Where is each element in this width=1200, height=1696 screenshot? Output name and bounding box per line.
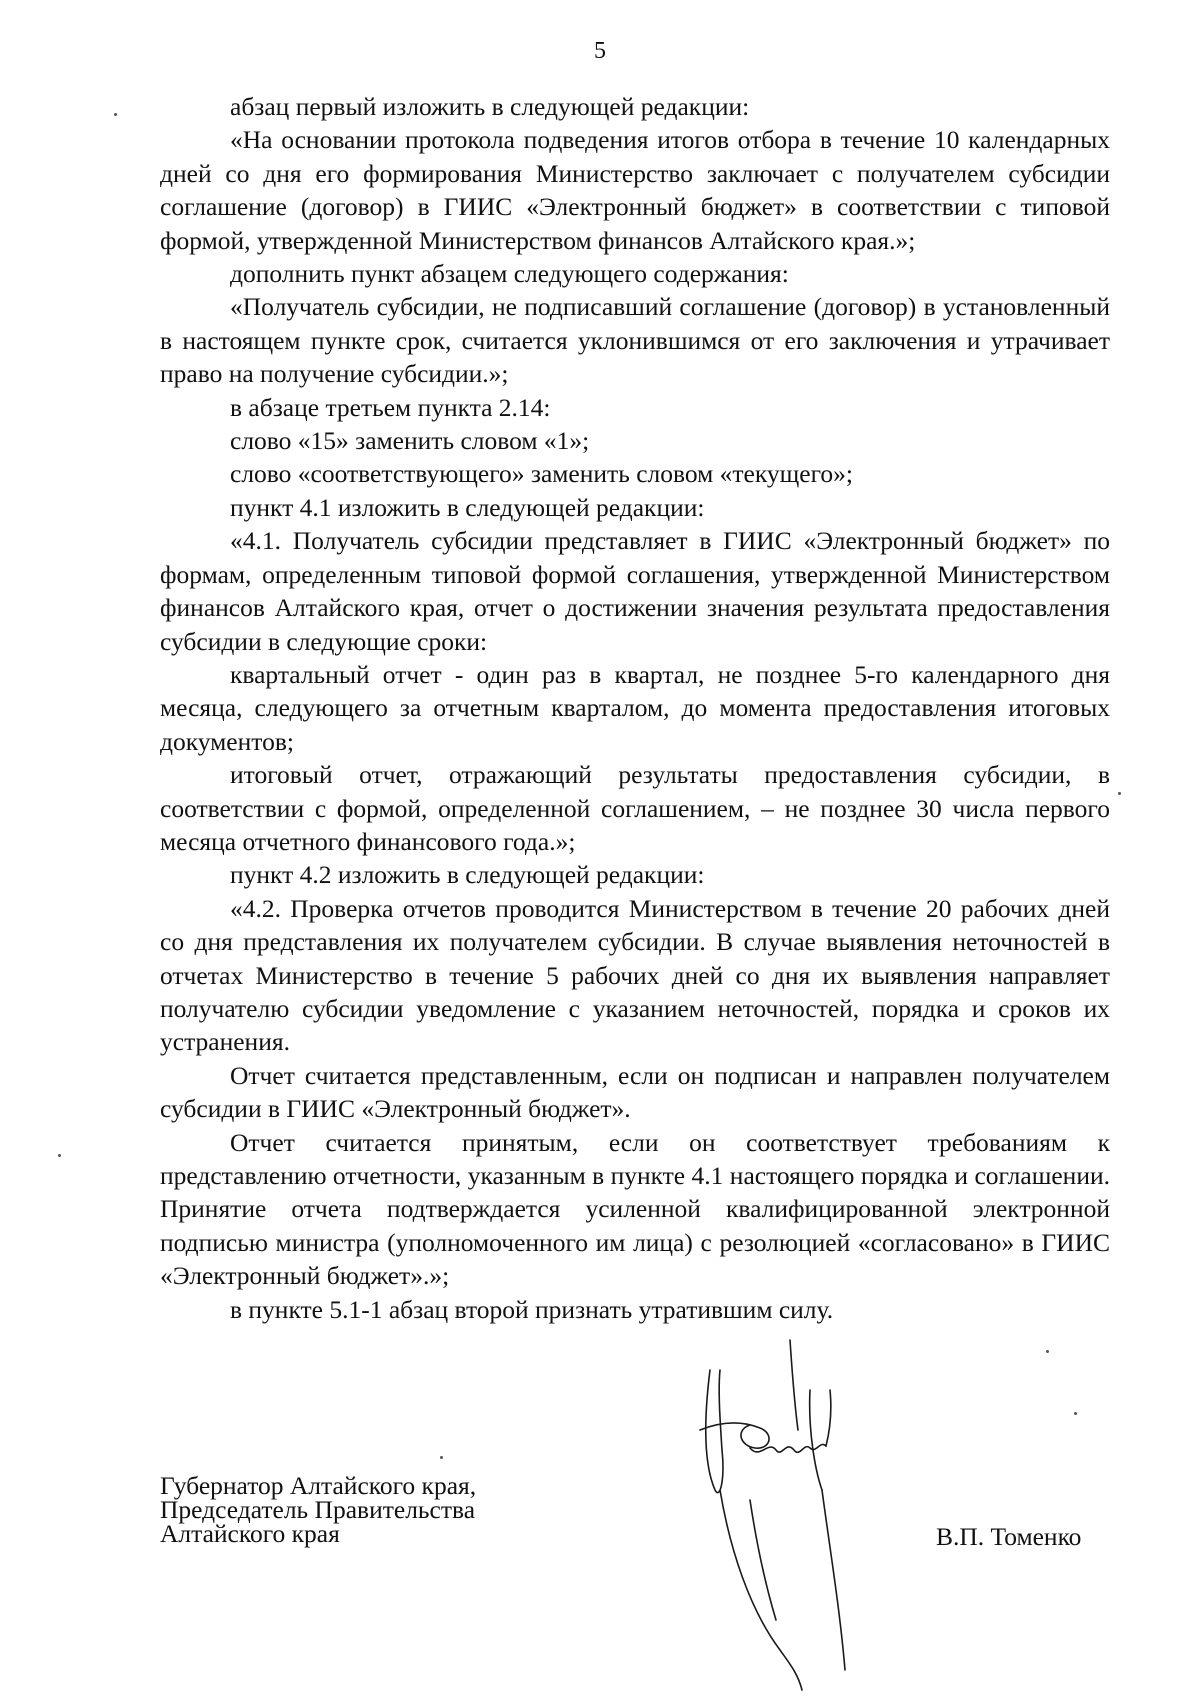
signatory-title-line: Губернатор Алтайского края, [160,1471,477,1500]
paragraph: «4.2. Проверка отчетов проводится Министерством в течение 20 рабочих дней со дня представления их получателем субсидии. В случае выявления неточностей в отчетах Министерство в течение 5 рабочих дней со дня их выявления направляет получателю субсидии уведомление с указанием неточностей, порядка и сроков их устранения. [160,893,1110,1057]
scan-speck [1074,1412,1077,1415]
paragraph: дополнить пункт абзацем следующего содержания: [230,259,789,289]
document-body [160,90,1110,1326]
scan-speck [58,1154,61,1157]
scan-speck [114,113,117,116]
paragraph: Отчет считается принятым, если он соответствует требованиям к представлению отчетности, указанным в пункте 4.1 настоящего порядка и соглашении. Принятие отчета подтверждается усиленной квалифицированной электронной подписью министра (уполномоченного им лица) с резолюцией «согласовано» в ГИИС «Электронный бюджет».»; [160,1127,1110,1291]
scan-speck [440,1456,443,1459]
paragraph: «Получатель субсидии, не подписавший соглашение (договор) в установленный в настоящем пункте срок, считается уклонившимся от его заключения и утрачивает право на получение субсидии.»; [160,292,1110,389]
signatory-title-line: Председатель Правительства [160,1495,476,1524]
signatory-title [160,1471,477,1548]
scan-speck [1046,1350,1049,1353]
paragraph: абзац первый изложить в следующей редакции: [230,92,750,121]
paragraph: «На основании протокола подведения итогов отбора в течение 10 календарных дней со дня его формирования Министерство заключает с получателем субсидии соглашение (договор) в ГИИС «Электронный бюджет» в соответствии с типовой формой, утвержденной Министерством финансов Алтайского края.»; [160,125,1110,255]
paragraph: итоговый отчет, отражающий результаты предоставления субсидии, в соответствии с формой, определенной соглашением, – не позднее 30 числа первого месяца отчетного финансового года.»; [160,760,1110,856]
paragraph: пункт 4.2 изложить в следующей редакции: [230,860,705,890]
scan-speck [1118,792,1121,795]
paragraph: слово «соответствующего» заменить словом «текущего»; [230,459,853,489]
handwritten-signature [690,1330,900,1696]
paragraph: «4.1. Получатель субсидии представляет в ГИИС «Электронный бюджет» по формам, определенным типовой формой соглашения, утвержденной Министерством финансов Алтайского края, отчет о достижении значения результата предоставления субсидии в следующие сроки: [160,526,1110,656]
signatory-title-line: Алтайского края [160,1519,340,1548]
paragraph: в пункте 5.1-1 абзац второй признать утратившим силу. [230,1294,834,1324]
paragraph: слово «15» заменить словом «1»; [230,426,590,456]
paragraph: в абзаце третьем пункта 2.14: [230,392,551,422]
page-number: 5 [594,38,606,64]
paragraph: пункт 4.1 изложить в следующей редакции: [230,492,705,522]
signatory-name: В.П. Томенко [936,1522,1082,1551]
paragraph: Отчет считается представленным, если он подписан и направлен получателем субсидии в ГИИС «Электронный бюджет». [160,1060,1110,1124]
paragraph: квартальный отчет - один раз в квартал, не позднее 5-го календарного дня месяца, следующего за отчетным кварталом, до момента предоставления итоговых документов; [160,659,1110,756]
